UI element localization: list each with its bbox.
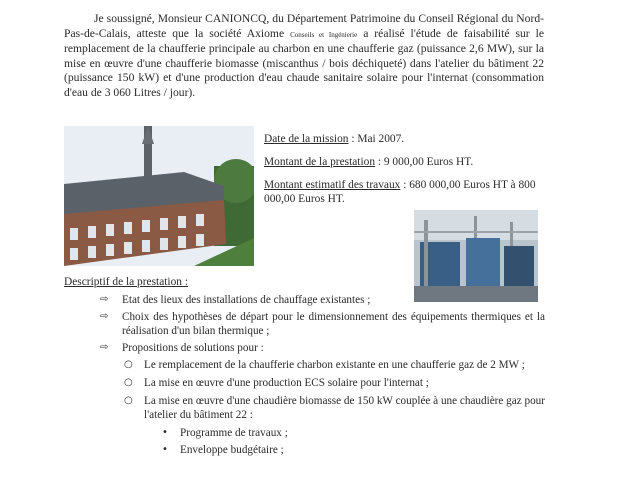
list-item: ○ Le remplacement de la chaufferie charbon existante en une chaufferie gaz de 2 MW ; xyxy=(124,359,525,371)
list-item: ○ La mise en œuvre d'une production ECS solaire pour l'internat ; xyxy=(124,377,429,389)
works-estimate-label: Montant estimatif des travaux xyxy=(264,179,401,191)
list-item: • Programme de travaux ; xyxy=(162,427,288,439)
company-subtitle: Conseils et Ingénierie xyxy=(290,30,358,39)
description-title: Descriptif de la prestation : xyxy=(64,276,188,288)
intro-paragraph xyxy=(64,12,544,100)
boiler-room-photo xyxy=(414,210,538,302)
circle-bullet-icon: ○ xyxy=(124,395,133,406)
intro-text-part1: Je soussigné, Monsieur CANIONCQ, du Département Patrimoine du Conseil Régional du Nord-Pas-de-Calais, atteste que la société Axiome xyxy=(64,12,544,40)
arrow-icon: ⇨ xyxy=(100,311,109,322)
mission-details xyxy=(264,132,554,215)
intro-text-part2: a réalisé l'étude de faisabilité sur le remplacement de la chaufferie principale au charbon en une chaufferie gaz (puissance 2,6 MW), sur la mise en œuvre d'une chaufferie biomasse (miscanthus / bois déchiqueté) dans l'atelier du bâtiment 22 (puissance 150 kW) et d'une production d'eau chaude sanitaire solaire pour l'internat (consommation d'eau de 3 060 Litres / jour). xyxy=(64,26,544,99)
circle-bullet-icon: ○ xyxy=(124,359,133,370)
details-list xyxy=(162,426,545,457)
list-item: • Enveloppe budgétaire ; xyxy=(162,444,284,456)
bullet-icon: • xyxy=(162,427,168,438)
list-item: ⇨ Etat des lieux des installations de chauffage existantes ; xyxy=(100,294,371,306)
arrow-icon: ⇨ xyxy=(100,294,109,305)
works-estimate-value: : 680 000,00 Euros HT à 800 000,00 Euros HT. xyxy=(264,179,536,205)
circle-bullet-icon: ○ xyxy=(124,377,133,388)
list-item: ⇨ Choix des hypothèses de départ pour le dimensionnement des équipements thermiques et la réalisation d'un bilan thermique ; xyxy=(100,311,545,337)
building-photo xyxy=(64,126,254,266)
list-item: ○ La mise en œuvre d'une chaudière biomasse de 150 kW couplée à une chaudière gaz pour l'atelier du bâtiment 22 : xyxy=(124,395,545,421)
arrow-icon: ⇨ xyxy=(100,342,109,353)
mission-amount-label: Montant de la prestation xyxy=(264,156,376,168)
mission-date-value: : Mai 2007. xyxy=(348,133,405,145)
mission-date-label: Date de la mission xyxy=(264,133,349,145)
list-item: ⇨ Propositions de solutions pour : xyxy=(100,342,264,354)
bullet-icon: • xyxy=(162,444,168,455)
solutions-list xyxy=(122,358,545,457)
mission-amount-value: : 9 000,00 Euros HT. xyxy=(375,156,474,168)
description-list xyxy=(100,293,545,460)
